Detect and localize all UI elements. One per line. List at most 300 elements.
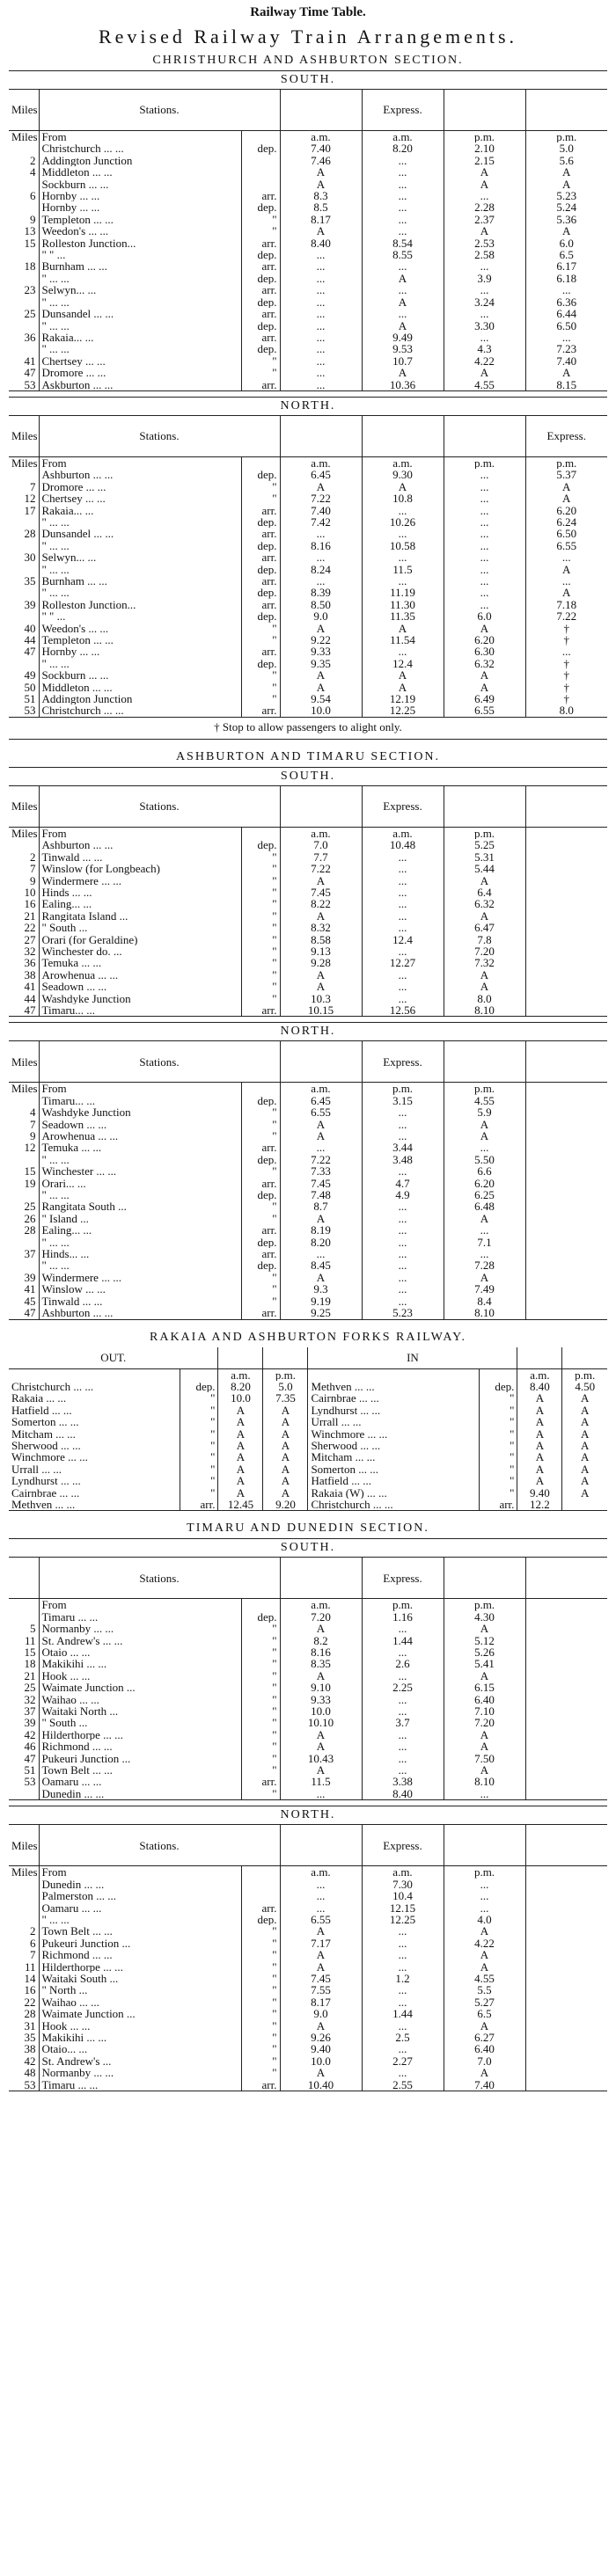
- time-cell: [525, 1902, 607, 1914]
- mileage-cell: 37: [24, 1248, 36, 1260]
- time-cell: A: [280, 969, 362, 981]
- time-cell: A: [218, 1475, 263, 1486]
- time-cell: ...: [280, 1902, 362, 1914]
- time-cell: 6.40: [444, 2043, 525, 2054]
- time-cell: ...: [362, 1237, 444, 1248]
- arr-dep-cell: dep.: [241, 1095, 280, 1106]
- arr-dep-cell: [241, 179, 280, 190]
- station-cell: Hatfield ... ...: [11, 1404, 72, 1417]
- mileage-cell: 36: [24, 331, 36, 344]
- time-cell: A: [444, 875, 525, 887]
- time-cell: 5.12: [444, 1635, 525, 1646]
- arr-dep-cell: ": [180, 1392, 218, 1404]
- arr-dep-cell: arr.: [241, 505, 280, 516]
- timetable-block: [9, 1022, 607, 1319]
- time-cell: [525, 2055, 607, 2067]
- table-row: [9, 1487, 607, 1499]
- station-cell: Hinds... ...: [39, 1248, 241, 1259]
- mileage-cell: [9, 610, 39, 622]
- mileage-cell: 40: [24, 622, 36, 635]
- arr-dep-cell: arr.: [241, 1776, 280, 1787]
- time-cell: A: [444, 179, 525, 190]
- table-row: [9, 910, 607, 922]
- table-row: [9, 599, 607, 610]
- time-cell: ...: [362, 284, 444, 296]
- table-row: [9, 1295, 607, 1307]
- timetable-block: [9, 397, 607, 740]
- station-cell: " South ...: [39, 922, 241, 933]
- mileage-cell: 19: [24, 1177, 36, 1190]
- direction-heading: SOUTH.: [9, 767, 607, 786]
- arr-dep-cell: ": [180, 1405, 218, 1416]
- station-cell: Chertsey ... ...: [39, 355, 241, 367]
- arr-dep-cell: dep.: [241, 1259, 280, 1271]
- table-row: [9, 142, 607, 154]
- time-cell: 7.46: [280, 155, 362, 166]
- time-cell: A: [444, 1925, 525, 1937]
- time-cell: 7.45: [280, 887, 362, 898]
- arr-dep-cell: ": [241, 1984, 280, 1996]
- arr-dep-cell: ": [241, 1729, 280, 1740]
- time-cell: 5.5: [444, 1984, 525, 1996]
- station-cell: Rangitata South ...: [39, 1200, 241, 1212]
- time-cell: †: [525, 669, 607, 681]
- mileage-cell: 28: [24, 2008, 36, 2020]
- time-cell: 4.55: [444, 1973, 525, 1984]
- station-cell: " ... ...: [39, 1237, 241, 1248]
- time-cell: ...: [362, 969, 444, 981]
- arr-dep-cell: dep.: [241, 540, 280, 551]
- table-row: [9, 1428, 607, 1440]
- time-cell: 12.56: [362, 1004, 444, 1017]
- time-cell: 6.36: [525, 296, 607, 308]
- mileage-cell: 53: [24, 1776, 36, 1788]
- time-cell: A: [280, 1119, 362, 1130]
- time-cell: A: [562, 1463, 607, 1475]
- time-cell: 12.4: [362, 658, 444, 669]
- time-cell: 6.30: [444, 646, 525, 657]
- table-row: [9, 1272, 607, 1283]
- col-header-stations: Stations.: [39, 416, 280, 457]
- time-cell: 6.50: [525, 528, 607, 539]
- mileage-cell: 47: [24, 1003, 36, 1017]
- time-cell: 5.25: [444, 839, 525, 850]
- table-row: [9, 658, 607, 669]
- mileage-cell: 28: [24, 528, 36, 540]
- time-cell: [525, 1213, 607, 1224]
- time-cell: 6.20: [525, 505, 607, 516]
- station-cell: Dunedin ... ...: [39, 1788, 241, 1800]
- mileage-cell: 23: [24, 284, 36, 296]
- table-row: [9, 540, 607, 551]
- station-cell: Hornby ... ...: [39, 190, 241, 201]
- arr-dep-cell: ": [241, 1705, 280, 1717]
- table-row: [9, 564, 607, 575]
- time-cell: A: [218, 1405, 263, 1416]
- time-cell: [525, 1973, 607, 1984]
- station-cell: From: [39, 1083, 241, 1095]
- timetable: [9, 90, 607, 391]
- time-cell: 6.6: [444, 1165, 525, 1177]
- arr-dep-cell: arr.: [241, 1142, 280, 1153]
- table-row: [9, 922, 607, 933]
- time-cell: A: [517, 1475, 562, 1486]
- station-cell: " Island ...: [39, 1213, 241, 1224]
- table-row: [9, 343, 607, 354]
- time-cell: 11.30: [362, 599, 444, 610]
- time-cell: ...: [444, 469, 525, 480]
- time-cell: 9.33: [280, 646, 362, 657]
- time-cell: A: [444, 166, 525, 178]
- time-cell: [525, 1670, 607, 1682]
- arr-dep-cell: ": [241, 875, 280, 887]
- time-cell: A: [444, 1729, 525, 1740]
- station-cell: Rolleston Junction...: [39, 237, 241, 249]
- mileage-cell: 41: [24, 1283, 36, 1295]
- station-cell: Templeton ... ...: [39, 214, 241, 225]
- time-cell: 7.28: [444, 1259, 525, 1271]
- time-cell: 10.3: [280, 993, 362, 1004]
- time-cell: [525, 1717, 607, 1728]
- time-cell: 4.55: [444, 379, 525, 391]
- table-row: [9, 1740, 607, 1752]
- time-cell: ...: [362, 505, 444, 516]
- station-cell: Ashburton ... ...: [39, 1307, 241, 1319]
- time-cell: [525, 1635, 607, 1646]
- time-cell: 8.58: [280, 934, 362, 945]
- timetable: [9, 1825, 607, 2091]
- time-cell: 11.19: [362, 587, 444, 598]
- time-cell: ...: [444, 1224, 525, 1236]
- time-cell: ...: [444, 564, 525, 575]
- time-cell: ...: [444, 190, 525, 201]
- time-cell: ...: [362, 922, 444, 933]
- station-cell: " ... ...: [39, 540, 241, 551]
- mileage-cell: [9, 1914, 39, 1925]
- station-cell: From: [39, 131, 241, 143]
- time-cell: ...: [362, 1283, 444, 1295]
- table-row: [9, 1095, 607, 1106]
- time-cell: A: [444, 1961, 525, 1973]
- time-cell: 7.50: [444, 1753, 525, 1764]
- table-row: [9, 1961, 607, 1973]
- time-cell: [525, 875, 607, 887]
- station-cell: Selwyn... ...: [39, 284, 241, 296]
- mileage-cell: 15: [24, 1165, 36, 1178]
- station-cell: Seadown ... ...: [39, 981, 241, 992]
- time-cell: [525, 1937, 607, 1949]
- time-cell: a.m.: [362, 1866, 444, 1879]
- time-cell: A: [218, 1463, 263, 1475]
- station-cell: Lyndhurst ... ...: [308, 1405, 479, 1416]
- table-row: [9, 1729, 607, 1740]
- station-cell: Rakaia ... ...: [11, 1392, 67, 1405]
- table-row: [9, 863, 607, 874]
- table-row: [9, 587, 607, 598]
- arr-dep-cell: arr.: [241, 575, 280, 587]
- arr-dep-cell: [241, 1879, 280, 1890]
- col-header-train: Express.: [525, 416, 607, 457]
- time-cell: A: [517, 1428, 562, 1440]
- time-cell: A: [362, 669, 444, 681]
- station-cell: Waimate Junction ...: [39, 1682, 241, 1693]
- col-header-train: [218, 1347, 263, 1369]
- mileage-cell: 4: [30, 166, 36, 179]
- time-cell: [525, 1914, 607, 1925]
- table-row: [9, 1178, 607, 1189]
- time-cell: 6.15: [444, 1682, 525, 1693]
- time-cell: ...: [362, 155, 444, 166]
- time-cell: 8.0: [525, 704, 607, 717]
- time-cell: 7.48: [280, 1189, 362, 1200]
- station-cell: Rangitata Island ...: [39, 910, 241, 922]
- time-cell: 4.50: [562, 1381, 607, 1392]
- time-cell: ...: [362, 1764, 444, 1776]
- time-cell: 1.2: [362, 1973, 444, 1984]
- mileage-cell: 47: [24, 1307, 36, 1319]
- station-cell: Pukeuri Junction ...: [39, 1753, 241, 1764]
- mileage-cell: [9, 249, 39, 260]
- station-cell: Askburton ... ...: [39, 379, 241, 391]
- station-cell: Timaru ... ...: [39, 1611, 241, 1623]
- mileage-cell: 45: [24, 1295, 36, 1308]
- mileage-cell: Miles: [11, 130, 38, 143]
- col-header-train: Express.: [362, 90, 444, 131]
- mileage-cell: 2: [30, 154, 36, 167]
- mileage-cell: 10: [24, 886, 36, 899]
- mileage-cell: 51: [24, 693, 36, 705]
- time-cell: 8.19: [280, 1224, 362, 1236]
- arr-dep-cell: ": [180, 1451, 218, 1463]
- time-cell: †: [525, 634, 607, 646]
- time-cell: 8.22: [280, 898, 362, 909]
- station-cell: " ... ...: [39, 1154, 241, 1165]
- arr-dep-cell: ": [479, 1416, 517, 1427]
- col-header-miles: Miles: [9, 416, 39, 457]
- time-cell: ...: [444, 1142, 525, 1153]
- table-row: [9, 1973, 607, 1984]
- table-row: [9, 1925, 607, 1937]
- table-row: [9, 1670, 607, 1682]
- table-row: [9, 1949, 607, 1960]
- in-header: IN: [308, 1347, 517, 1369]
- table-row: [9, 1381, 607, 1392]
- station-cell: Sherwood ... ...: [308, 1440, 479, 1451]
- time-cell: ...: [525, 551, 607, 563]
- table-row: [9, 201, 607, 213]
- mileage-cell: 37: [24, 1705, 36, 1718]
- time-cell: A: [362, 623, 444, 634]
- time-cell: [525, 1142, 607, 1153]
- time-cell: 2.55: [362, 2079, 444, 2091]
- arr-dep-cell: ": [241, 1694, 280, 1705]
- station-cell: Hilderthorpe ... ...: [39, 1729, 241, 1740]
- table-row: [9, 1165, 607, 1177]
- time-cell: [525, 887, 607, 898]
- time-cell: 5.26: [444, 1646, 525, 1658]
- time-cell: A: [562, 1440, 607, 1451]
- mileage-cell: 53: [24, 704, 36, 718]
- time-cell: 7.32: [444, 957, 525, 968]
- time-cell: ...: [362, 1984, 444, 1996]
- arr-dep-cell: arr.: [241, 308, 280, 319]
- time-cell: [525, 981, 607, 992]
- table-row: [9, 1635, 607, 1646]
- mileage-cell: Miles: [11, 1082, 38, 1095]
- station-cell: Hatfield ... ...: [308, 1475, 479, 1486]
- time-cell: A: [562, 1405, 607, 1416]
- col-header-train: [362, 416, 444, 457]
- time-cell: 8.17: [280, 214, 362, 225]
- time-cell: 4.55: [444, 1095, 525, 1106]
- time-cell: 8.16: [280, 1646, 362, 1658]
- arr-dep-cell: ": [241, 934, 280, 945]
- time-cell: 6.45: [280, 1095, 362, 1106]
- table-row: [9, 273, 607, 284]
- time-cell: 6.5: [444, 2008, 525, 2019]
- table-row: [9, 1611, 607, 1623]
- time-cell: 5.24: [525, 201, 607, 213]
- time-cell: 10.0: [280, 1705, 362, 1717]
- arr-dep-cell: ": [241, 2067, 280, 2078]
- station-cell: " ... ...: [39, 564, 241, 575]
- time-cell: 5.50: [444, 1154, 525, 1165]
- table-row: [9, 355, 607, 367]
- time-cell: A: [517, 1416, 562, 1427]
- station-cell: Dromore ... ...: [39, 481, 241, 493]
- time-cell: A: [280, 1961, 362, 1973]
- time-cell: ...: [362, 528, 444, 539]
- time-cell: ...: [280, 284, 362, 296]
- time-cell: 1.44: [362, 1635, 444, 1646]
- mileage-cell: Miles: [11, 456, 38, 470]
- table-row: [9, 875, 607, 887]
- arr-dep-cell: arr.: [241, 190, 280, 201]
- page-title: Revised Railway Train Arrangements.: [98, 26, 518, 47]
- time-cell: [525, 969, 607, 981]
- time-cell: A: [280, 225, 362, 237]
- station-cell: [9, 1368, 180, 1381]
- col-header-miles: Miles: [9, 1041, 39, 1083]
- time-cell: 12.2: [517, 1499, 562, 1511]
- col-header-stations: Stations.: [39, 786, 280, 828]
- station-cell: Addington Junction: [39, 693, 241, 704]
- time-cell: 5.0: [263, 1381, 308, 1392]
- table-row: [9, 2055, 607, 2067]
- arr-dep-cell: ": [241, 355, 280, 367]
- time-cell: p.m.: [444, 131, 525, 143]
- station-cell: Temuka ... ...: [39, 957, 241, 968]
- time-cell: ...: [444, 1788, 525, 1800]
- mileage-cell: 39: [24, 598, 36, 611]
- table-row: [9, 2008, 607, 2019]
- arr-dep-cell: dep.: [241, 320, 280, 332]
- time-cell: ...: [362, 993, 444, 1004]
- time-cell: ...: [444, 505, 525, 516]
- time-cell: A: [444, 1623, 525, 1634]
- time-cell: 10.8: [362, 493, 444, 504]
- arr-dep-cell: ": [241, 1764, 280, 1776]
- mileage-cell: [9, 1902, 39, 1914]
- station-cell: " ... ...: [39, 516, 241, 528]
- mileage-cell: 25: [24, 1682, 36, 1694]
- col-header-train: Express.: [362, 1558, 444, 1599]
- time-cell: 10.7: [362, 355, 444, 367]
- station-cell: Templeton ... ...: [39, 634, 241, 646]
- time-cell: A: [525, 367, 607, 378]
- table-row: [9, 1392, 607, 1404]
- table-row: [9, 528, 607, 539]
- mileage-cell: [9, 587, 39, 598]
- col-header-train: Express.: [362, 1825, 444, 1866]
- spacer: [9, 1320, 607, 1325]
- mileage-cell: 18: [24, 1658, 36, 1670]
- time-cell: p.m.: [362, 1083, 444, 1095]
- station-cell: Windermere ... ...: [39, 875, 241, 887]
- table-row: [9, 131, 607, 143]
- mileage-cell: [9, 273, 39, 284]
- timetable: [9, 1558, 607, 1800]
- time-cell: [525, 1283, 607, 1295]
- table-row: [9, 646, 607, 657]
- time-cell: 8.32: [280, 922, 362, 933]
- time-cell: 12.15: [362, 1902, 444, 1914]
- mileage-cell: 28: [24, 1224, 36, 1237]
- station-cell: " ... ...: [39, 296, 241, 308]
- mileage-cell: 47: [24, 1752, 36, 1765]
- table-row: [9, 1283, 607, 1295]
- time-cell: [525, 1106, 607, 1118]
- time-cell: A: [280, 1729, 362, 1740]
- mileage-cell: 25: [24, 308, 36, 320]
- time-cell: 2.5: [362, 2032, 444, 2043]
- time-cell: ...: [362, 1224, 444, 1236]
- mileage-cell: [9, 1154, 39, 1165]
- col-header-train: [280, 416, 362, 457]
- timetable-content: [9, 54, 607, 2097]
- time-cell: A: [280, 1740, 362, 1752]
- time-cell: 7.17: [280, 1937, 362, 1949]
- time-cell: 8.20: [280, 1237, 362, 1248]
- arr-dep-cell: arr.: [241, 1902, 280, 1914]
- time-cell: ...: [362, 1961, 444, 1973]
- time-cell: 7.35: [263, 1392, 308, 1404]
- table-row: [9, 1213, 607, 1224]
- time-cell: [525, 1776, 607, 1787]
- arr-dep-cell: [241, 1866, 280, 1879]
- time-cell: A: [517, 1451, 562, 1463]
- arr-dep-cell: arr.: [241, 332, 280, 343]
- time-cell: ...: [362, 166, 444, 178]
- time-cell: ...: [280, 367, 362, 378]
- time-cell: 4.30: [444, 1611, 525, 1623]
- time-cell: 5.36: [525, 214, 607, 225]
- table-row: [9, 225, 607, 237]
- time-cell: 7.7: [280, 851, 362, 863]
- time-cell: 6.17: [525, 260, 607, 272]
- time-cell: 11.35: [362, 610, 444, 622]
- table-row: [9, 179, 607, 190]
- arr-dep-cell: dep.: [241, 142, 280, 154]
- table-row: [9, 493, 607, 504]
- table-row: [9, 887, 607, 898]
- time-cell: ...: [362, 1937, 444, 1949]
- time-cell: 6.32: [444, 658, 525, 669]
- station-cell: " ... ...: [39, 320, 241, 332]
- arr-dep-cell: dep.: [241, 469, 280, 480]
- time-cell: 9.19: [280, 1295, 362, 1307]
- time-cell: A: [525, 225, 607, 237]
